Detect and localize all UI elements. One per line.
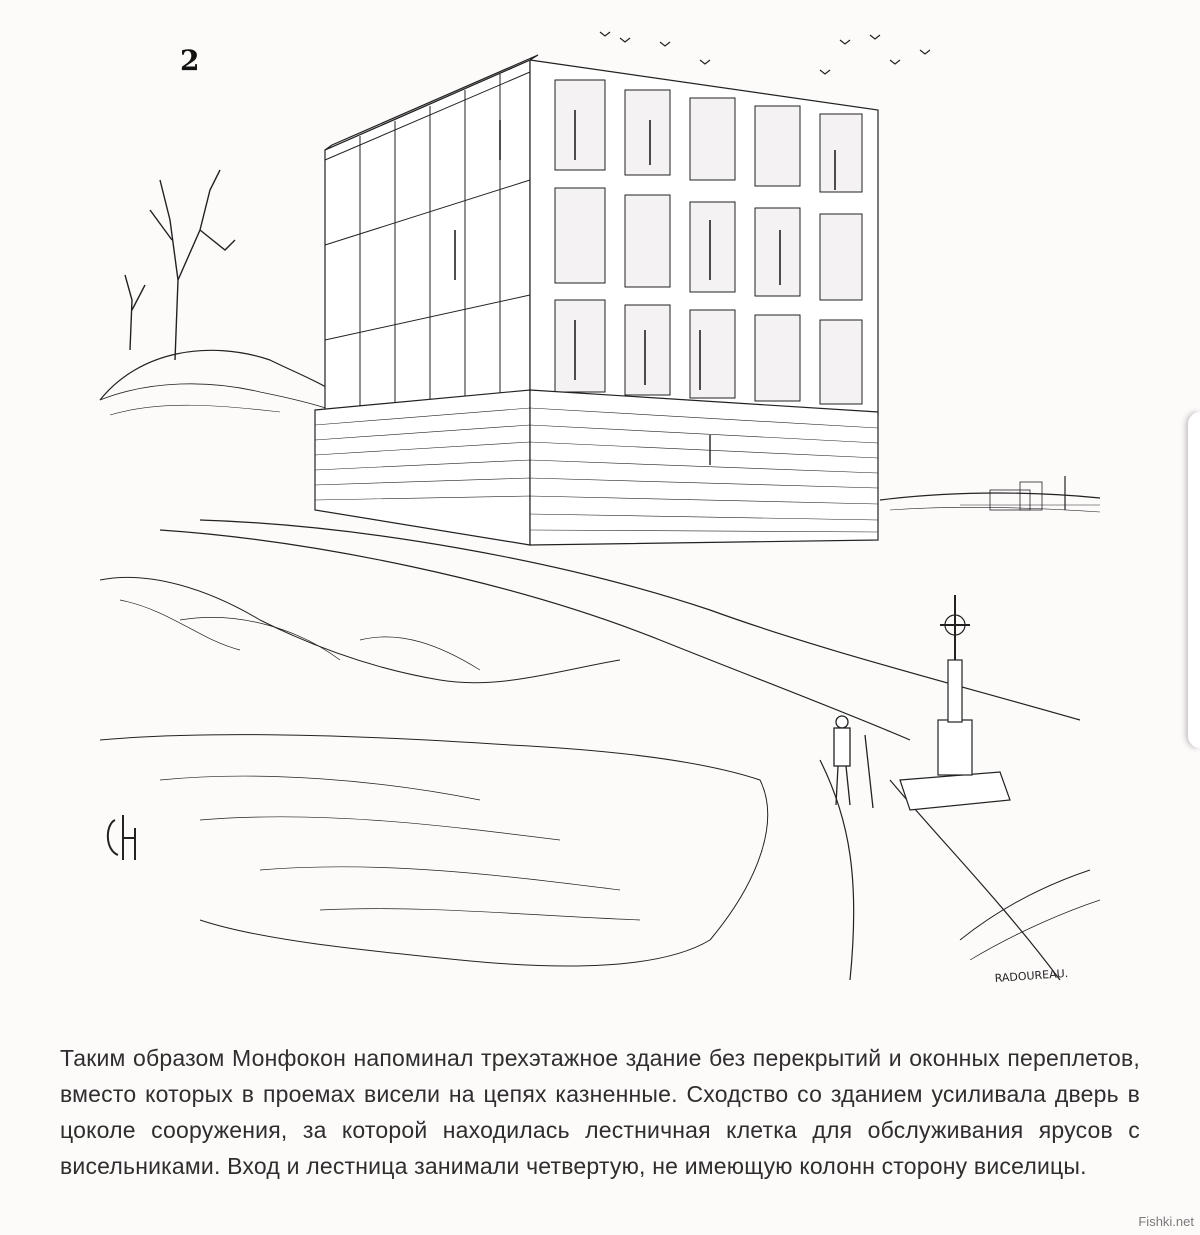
engraving-illustration [60, 20, 1140, 1005]
watermark: Fishki.net [1138, 1214, 1194, 1229]
side-scroll-handle[interactable] [1188, 412, 1200, 748]
monogram-mark [108, 815, 135, 860]
artist-signature: RADOUREAU. [994, 966, 1069, 985]
caption-text: Таким образом Монфокон напоминал трехэтажное здание без перекрытий и оконных переплетов, вместо которых в проемах висели на цепях казненные. Сходство со зданием усиливала дверь в цоколе сооружения, за которой находилась лестничная клетка для обслуживания ярусов с висельниками. Вход и лестница занимали четвертую, не имеющую колонн сторону виселицы. [60, 1045, 1140, 1179]
plate-number: 2 [180, 44, 200, 77]
montfaucon-engraving [60, 20, 1140, 1005]
